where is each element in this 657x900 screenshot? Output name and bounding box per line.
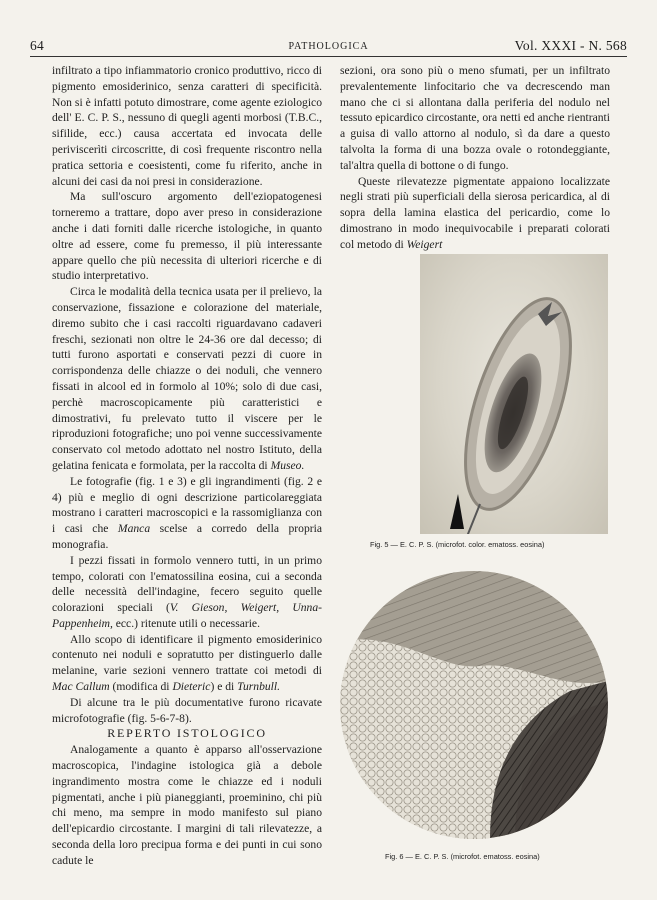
- paragraph: infiltrato a tipo infiammatorio cronico produttivo, ricco di pigmento emosiderinico, senza caratteri di specificità. Non si è infatti potuto dimostrare, come agente eziologico dell' E. C. P. S., nessuno di quegli agenti morbosi (T.B.C., sifilide, ecc.) causa accertata ed invocata delle periviscerìti circoscritte, di così frequente riscontro nella pratica settoria e coesistenti, come fu riferito, anche in alcuni dei casi da noi presi in considerazione.: [52, 64, 322, 188]
- figure-5-micrograph: [420, 254, 608, 534]
- paragraph: [52, 553, 322, 632]
- text-run: (modifica di: [112, 680, 170, 694]
- text-run: Allo scopo di identificare il pigmento emosiderinico contenuto nei noduli e sopratutto per distinguerlo dalle melanine, varie sezioni vennero trattate coi metodi di: [52, 632, 322, 678]
- text-run: Circa le modalità della tecnica usata per il prelievo, la conservazione, fissazione e colorazione del materiale, diremo subito che i casi raccolti riguardavano cadaveri freschi, sezionati non oltre le 24-36 ore dal decesso; di tutti furono asportati e conservati pezzi di cuore in corrispondenza delle chiazze o dei noduli, che vennero fissati in alcool ed in formolo al 10%; solo di due casi, perchè macroscopicamente più caratteristici e dimostrativi, fu prelevato tutto il viscere per le riproduzioni fotografiche; uno poi venne successivamente conservato col metodo adottato nel nostro Istituto, della gelatina fenicata e formolata, per la raccolta di: [52, 285, 322, 472]
- paragraph: sezioni, ora sono più o meno sfumati, per un infiltrato prevalentemente linfocitario che va decrescendo man mano che ci si allontana dalla periferia del nodulo nel tessuto epicardico circostante, ora netti ed anche rientranti a guisa di vallo attorno al nodulo, sì da dare a questo talvolta la forma di una bozza ovale o rotondeggiante, tal'altra quella di bottone o di fungo.: [340, 64, 610, 172]
- text-run: ecc.) ritenute utili o necessarie.: [115, 616, 260, 630]
- italic-text: Manca: [117, 522, 151, 536]
- text-run: Le fotografie (fig. 1 e 3) e gli ingrandimenti (fig. 2 e 4) più e meglio di ogni descrizione particolareggiata mostrano i caratteri macroscopici e la rassomiglianza con i casi che: [52, 474, 322, 536]
- nodule-micrograph-image: [420, 254, 608, 534]
- italic-text: Mac Callum: [52, 680, 110, 694]
- figure-5-caption: Fig. 5 — E. C. P. S. (microfot. color. ematoss. eosina): [370, 540, 545, 549]
- running-header: [30, 38, 627, 56]
- right-column: [340, 63, 610, 253]
- paragraph: [340, 174, 610, 253]
- italic-text: Weigert: [406, 237, 443, 251]
- section-heading: REPERTO ISTOLOGICO: [107, 726, 267, 741]
- left-column: [52, 63, 322, 869]
- paragraph: [52, 632, 322, 695]
- paragraph: Ma sull'oscuro argomento dell'eziopatogenesi torneremo a trattare, dopo aver preso in considerazione anche i dati forniti dalle ricerche istologiche, in quanto oltre ad essere, come fu premesso, il più interessante appare quello che più necessita di ulteriori ricerche e di studio interpretativo.: [52, 190, 322, 283]
- volume-number: Vol. XXXI - N. 568: [514, 38, 627, 53]
- paragraph: [52, 284, 322, 474]
- text-run: scelse a corredo della propria monografia.: [52, 522, 322, 551]
- tissue-section-image: [340, 571, 608, 839]
- italic-text: Museo.: [270, 458, 305, 472]
- page-number: 64: [30, 38, 45, 53]
- journal-title: PATHOLOGICA: [288, 41, 369, 52]
- paragraph: [52, 474, 322, 553]
- paragraph: Di alcune tra le più documentative furono ricavate microfotografie (fig. 5-6-7-8).: [52, 695, 322, 725]
- italic-text: Turnbull.: [237, 680, 281, 694]
- italic-text: Dieteric: [172, 680, 211, 694]
- text-run: I pezzi fissati in formolo vennero tutti, in un primo tempo, colorati con l'ematossilina eosina, cui a seconda delle necessità dell'indagine, fecero seguito quelle colorazioni speciali (: [52, 553, 322, 615]
- paragraph: Analogamente a quanto è apparso all'osservazione macroscopica, l'indagine istologica già a debole ingrandimento mostra come le chiazze ed i noduli pigmentati, anche i più pianeggianti, proeminino, chi più chi meno, ma sempre in modo manifesto sul piano dell'epicardio circostante. I margini di tali rilevatezze, a seconda della loro precipua forma e dei punti in cui sono cadute le: [52, 743, 322, 867]
- text-run: Queste rilevatezze pigmentate appaiono localizzate negli strati più superficiali della sierosa pericardica, al di sopra della lamina elastica del pericardio, come lo dimostrano in modo inequivocabile i preparati colorati col metodo di: [340, 174, 610, 251]
- figure-6-caption: Fig. 6 — E. C. P. S. (microfot. ematoss. eosina): [385, 852, 540, 861]
- figure-6-micrograph: [340, 571, 608, 839]
- header-rule: [30, 56, 627, 57]
- italic-text: V. Gieson, Weigert, Unna-Pappenheim,: [52, 601, 323, 630]
- text-run: ) e di: [210, 680, 235, 694]
